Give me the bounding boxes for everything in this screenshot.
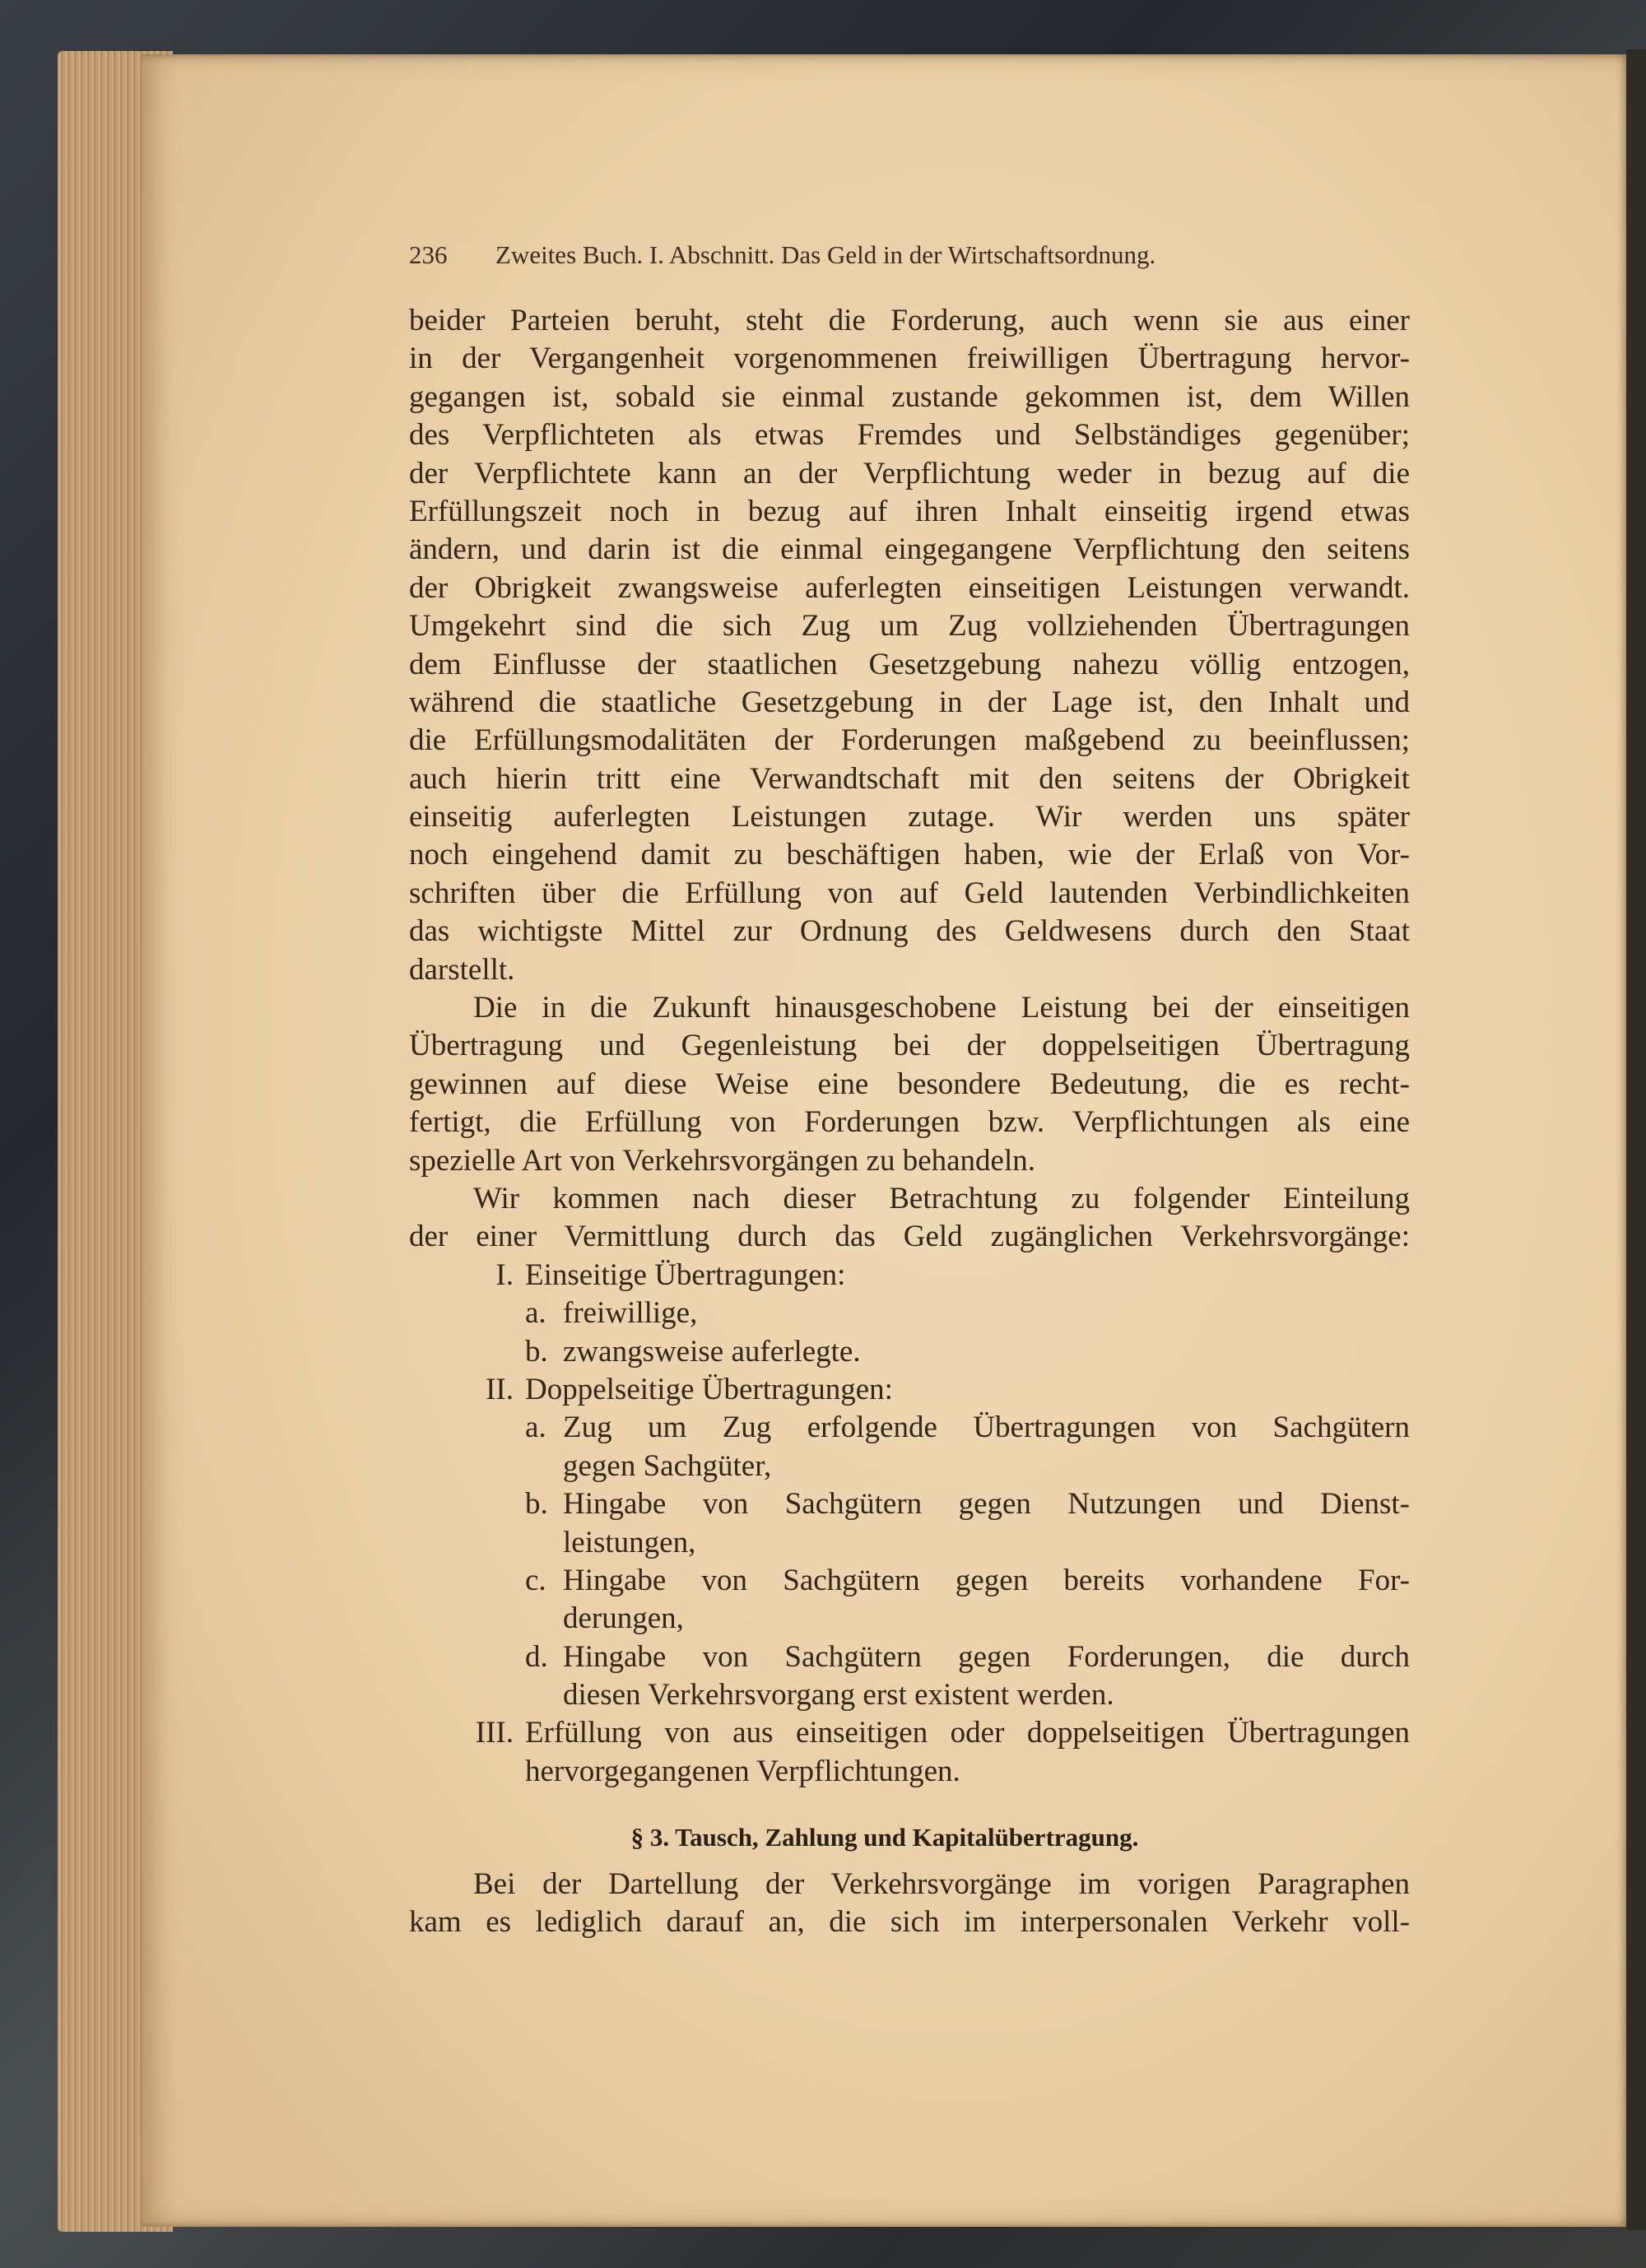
list-marker: d. (525, 1639, 548, 1674)
text-line: einseitig auferlegten Leistungen zutage. Wir werden uns später (409, 800, 1410, 834)
list-item (409, 1257, 1410, 1294)
text-line: gewinnen auf diese Weise eine besondere Bedeutung, die es recht- (409, 1067, 1410, 1101)
list-marker: III. (475, 1716, 514, 1750)
list-item (409, 1638, 1410, 1715)
text-line: des Verpflichteten als etwas Fremdes und Selbständiges gegenüber; (409, 418, 1410, 453)
list-item-line (409, 1676, 1410, 1714)
text-line: Wir kommen nach dieser Betrachtung zu folgender Einteilung (473, 1181, 1410, 1215)
text-line: noch eingehend damit zu beschäftigen haben, wie der Erlaß von Vor- (409, 838, 1410, 872)
text-line: das wichtigste Mittel zur Ordnung des Geldwesens durch den Staat (409, 914, 1410, 949)
list-item-text: Hingabe von Sachgütern gegen Nutzungen und Dienst- (563, 1487, 1410, 1522)
list-item-text: freiwillige, (563, 1296, 698, 1331)
list-item-text: Hingabe von Sachgütern gegen bereits vorhandene For- (563, 1563, 1410, 1597)
text-line: dem Einflusse der staatlichen Gesetzgebung nahezu völlig entzogen, (409, 647, 1410, 681)
list-item-line (409, 1638, 1410, 1676)
list-item (409, 1562, 1410, 1638)
section-heading: § 3. Tausch, Zahlung und Kapitalübertragung. (630, 1823, 1139, 1852)
list-item-text: Doppelseitige Übertragungen: (525, 1372, 893, 1406)
text-line: Erfüllungszeit noch in bezug auf ihren Inhalt einseitig irgend etwas (409, 494, 1410, 528)
text-line: gegangen ist, sobald sie einmal zustande gekommen ist, dem Willen (409, 379, 1410, 414)
list-item-text: leistungen, (563, 1525, 696, 1559)
list-item-text: Zug um Zug erfolgende Übertragungen von Sachgütern (563, 1411, 1410, 1445)
list-item-line (409, 1409, 1410, 1447)
paragraph (409, 989, 1410, 1180)
text-line: Die in die Zukunft hinausgeschobene Leistung bei der einseitigen (473, 991, 1410, 1025)
text-line: darstellt. (409, 952, 515, 987)
list-marker: b. (525, 1487, 548, 1522)
text-line: in der Vergangenheit vorgenommenen freiwilligen Übertragung hervor- (409, 342, 1410, 376)
list-marker: II. (486, 1372, 514, 1406)
body-text (409, 302, 1410, 1941)
text-line: ändern, und darin ist die einmal eingegangene Verpflichtung den seitens (409, 532, 1410, 567)
list-item (409, 1294, 1410, 1332)
list-item-text: zwangsweise auferlegte. (563, 1334, 861, 1369)
list-item (409, 1409, 1410, 1485)
list-item-line (409, 1448, 1410, 1485)
paragraph (409, 302, 1410, 989)
list-item (409, 1714, 1410, 1791)
text-line: der einer Vermittlung durch das Geld zugänglichen Verkehrsvorgänge: (409, 1220, 1410, 1254)
text-line: fertigt, die Erfüllung von Forderungen bzw. Verpflichtungen als eine (409, 1105, 1410, 1140)
classification-list (409, 1257, 1410, 1791)
list-marker: a. (525, 1411, 546, 1445)
text-line: auch hierin tritt eine Verwandtschaft mit den seitens der Obrigkeit (409, 761, 1410, 796)
list-marker: a. (525, 1296, 546, 1331)
list-item (409, 1333, 1410, 1371)
list-item-line (409, 1600, 1410, 1638)
list-item-text: derungen, (563, 1601, 684, 1636)
text-line: beider Parteien beruht, steht die Forderung, auch wenn sie aus einer (409, 304, 1410, 337)
list-marker: I. (495, 1257, 514, 1292)
list-item (409, 1371, 1410, 1409)
list-item-text: Hingabe von Sachgütern gegen Forderungen, die durch (563, 1639, 1410, 1674)
list-item-line (409, 1524, 1410, 1562)
text-line: schriften über die Erfüllung von auf Geld lautenden Verbindlichkeiten (409, 876, 1410, 910)
list-item-text: hervorgegangenen Verpflichtungen. (525, 1754, 960, 1788)
text-line: der Verpflichtete kann an der Verpflichtung weder in bezug auf die (409, 456, 1410, 490)
paragraph (409, 1180, 1410, 1257)
list-item-text: Einseitige Übertragungen: (525, 1257, 846, 1292)
list-item (409, 1485, 1410, 1562)
list-item-text: gegen Sachgüter, (563, 1448, 772, 1483)
text-line: die Erfüllungsmodalitäten der Forderungen maßgebend zu beeinflussen; (409, 723, 1410, 758)
text-line: kam es lediglich darauf an, die sich im interpersonalen Verkehr voll- (409, 1905, 1410, 1940)
page-number: 236 (409, 240, 448, 269)
text-line: Übertragung und Gegenleistung bei der doppelseitigen Übertragung (409, 1029, 1410, 1063)
text-line: Umgekehrt sind die sich Zug um Zug vollziehenden Übertragungen (409, 609, 1410, 644)
list-item-line (409, 1485, 1410, 1523)
list-item-text: Erfüllung von aus einseitigen oder doppelseitigen Übertragungen (525, 1716, 1410, 1750)
list-item-line (409, 1294, 1410, 1332)
text-line: der Obrigkeit zwangsweise auferlegten einseitigen Leistungen verwandt. (409, 570, 1410, 605)
list-item-line (409, 1333, 1410, 1371)
list-item-text: diesen Verkehrsvorgang erst existent werden. (563, 1678, 1114, 1713)
list-marker: b. (525, 1334, 548, 1369)
text-line: Bei der Dartellung der Verkehrsvorgänge im vorigen Paragraphen (473, 1866, 1410, 1901)
text-line: während die staatliche Gesetzgebung in der Lage ist, den Inhalt und (409, 685, 1410, 719)
list-item-line (409, 1371, 1410, 1409)
text-line: spezielle Art von Verkehrsvorgängen zu behandeln. (409, 1143, 1036, 1178)
list-item-line (409, 1753, 1410, 1791)
list-item-line (409, 1714, 1410, 1752)
running-header (409, 240, 1410, 270)
book-binding-edge (1626, 49, 1646, 2230)
paragraph (409, 1866, 1410, 1942)
list-item-line (409, 1257, 1410, 1294)
list-item-line (409, 1562, 1410, 1600)
list-marker: c. (525, 1563, 546, 1597)
running-title: Zweites Buch. I. Abschnitt. Das Geld in der Wirtschaftsordnung. (495, 240, 1156, 269)
